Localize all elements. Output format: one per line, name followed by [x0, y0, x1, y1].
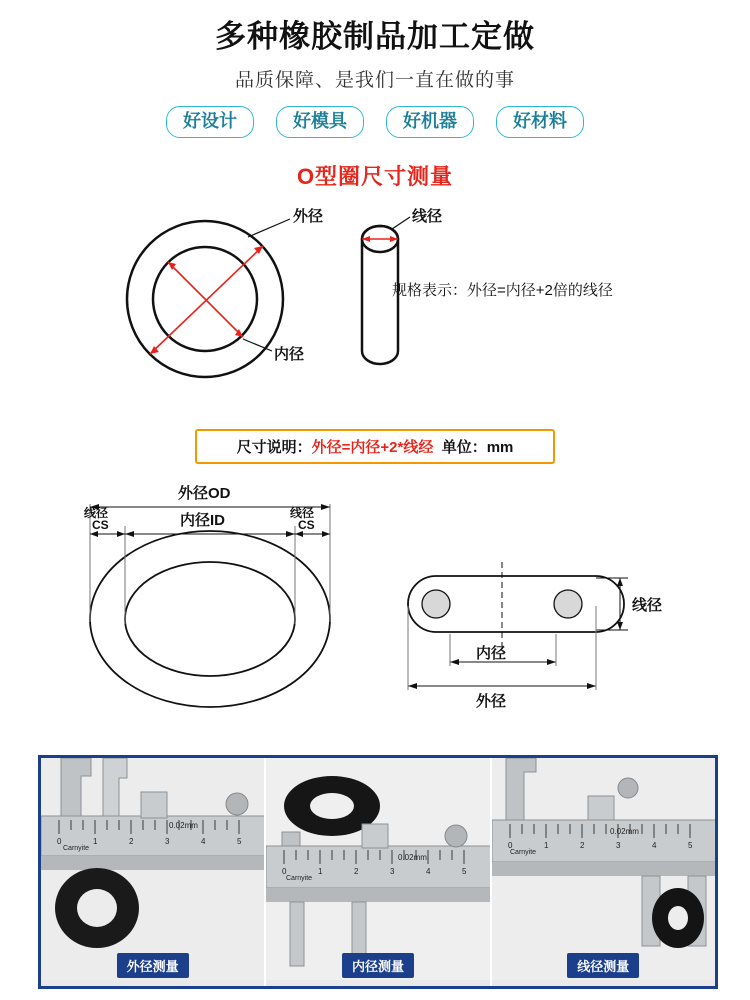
label2-cs-right: 线径: [290, 505, 315, 520]
oring-measure-diagram: [0, 199, 750, 399]
svg-text:1: 1: [543, 841, 549, 850]
header: [0, 0, 750, 138]
photo-inner-diameter: [266, 758, 491, 986]
label2-outer-diameter: 外径OD: [178, 484, 231, 502]
label2-cs-left: 线径: [84, 505, 109, 520]
svg-text:5: 5: [687, 841, 693, 850]
label2-cs-right-abbr: CS: [298, 517, 315, 532]
formula-body: 外径=内径+2倍的线径: [467, 281, 613, 299]
spec-prefix: 尺寸说明：: [236, 438, 312, 456]
svg-text:0.02mm: 0.02mm: [609, 827, 639, 836]
svg-text:4: 4: [201, 837, 206, 846]
svg-text:Carnyite: Carnyite: [286, 875, 313, 882]
spec-unit: 单位：mm: [441, 438, 514, 456]
label-outer-diameter: 外径: [293, 207, 324, 225]
label2-side-od: 外径: [476, 692, 507, 710]
feature-tag-material: 好材料: [496, 106, 584, 138]
svg-text:0.02mm: 0.02mm: [169, 821, 198, 830]
photo-caption-cs: 线径测量: [567, 953, 639, 978]
oring-dimension-diagram: [0, 474, 750, 724]
svg-text:5: 5: [462, 867, 467, 876]
spec-note-bar: [195, 429, 555, 464]
spec-formula: 外径=内径+2*线经: [311, 438, 434, 456]
feature-tag-design: 好设计: [166, 106, 254, 138]
page-subtitle: 品质保障、是我们一直在做的事: [234, 70, 515, 92]
svg-text:0: 0: [282, 867, 287, 876]
caliper-photo-2-svg: [266, 758, 491, 980]
svg-text:0: 0: [507, 841, 513, 850]
svg-text:4: 4: [426, 867, 431, 876]
formula-text: [392, 279, 613, 300]
label-inner-diameter: 内径: [274, 345, 305, 363]
caliper-photo-3-svg: [492, 758, 715, 980]
svg-text:1: 1: [318, 867, 323, 876]
page-title: 多种橡胶制品加工定做: [215, 19, 535, 54]
feature-tag-mold: 好模具: [276, 106, 364, 138]
svg-text:0: 0: [57, 837, 62, 846]
oring-diagram-svg: [0, 199, 750, 399]
svg-text:1: 1: [93, 837, 98, 846]
photo-caption-inner: 内径测量: [342, 953, 414, 978]
feature-tag-machine: 好机器: [386, 106, 474, 138]
photo-cross-section: [492, 758, 715, 986]
formula-prefix: 规格表示：: [392, 281, 468, 299]
svg-text:3: 3: [165, 837, 170, 846]
label2-side-id: 内径: [476, 644, 507, 662]
svg-text:5: 5: [237, 837, 242, 846]
label-cross-section: 线径: [412, 207, 443, 225]
svg-text:3: 3: [615, 841, 621, 850]
svg-text:Carnyite: Carnyite: [509, 849, 536, 856]
measurement-photo-panel: [38, 755, 718, 989]
label2-side-cs: 线径: [632, 596, 663, 614]
label2-cs-left-abbr: CS: [92, 517, 109, 532]
svg-text:Carnyite: Carnyite: [63, 845, 90, 852]
svg-text:0.02mm: 0.02mm: [398, 853, 428, 862]
section-title: O型圈尺寸测量: [296, 163, 454, 189]
photo-caption-outer: 外径测量: [117, 953, 189, 978]
svg-text:2: 2: [579, 841, 585, 850]
photo-outer-diameter: [41, 758, 266, 986]
label2-inner-diameter: 内径ID: [180, 511, 226, 529]
feature-tag-row: [0, 106, 750, 138]
caliper-photo-1-svg: [41, 758, 266, 980]
svg-text:3: 3: [390, 867, 395, 876]
svg-text:2: 2: [129, 837, 134, 846]
svg-text:4: 4: [651, 841, 657, 850]
svg-text:2: 2: [354, 867, 359, 876]
